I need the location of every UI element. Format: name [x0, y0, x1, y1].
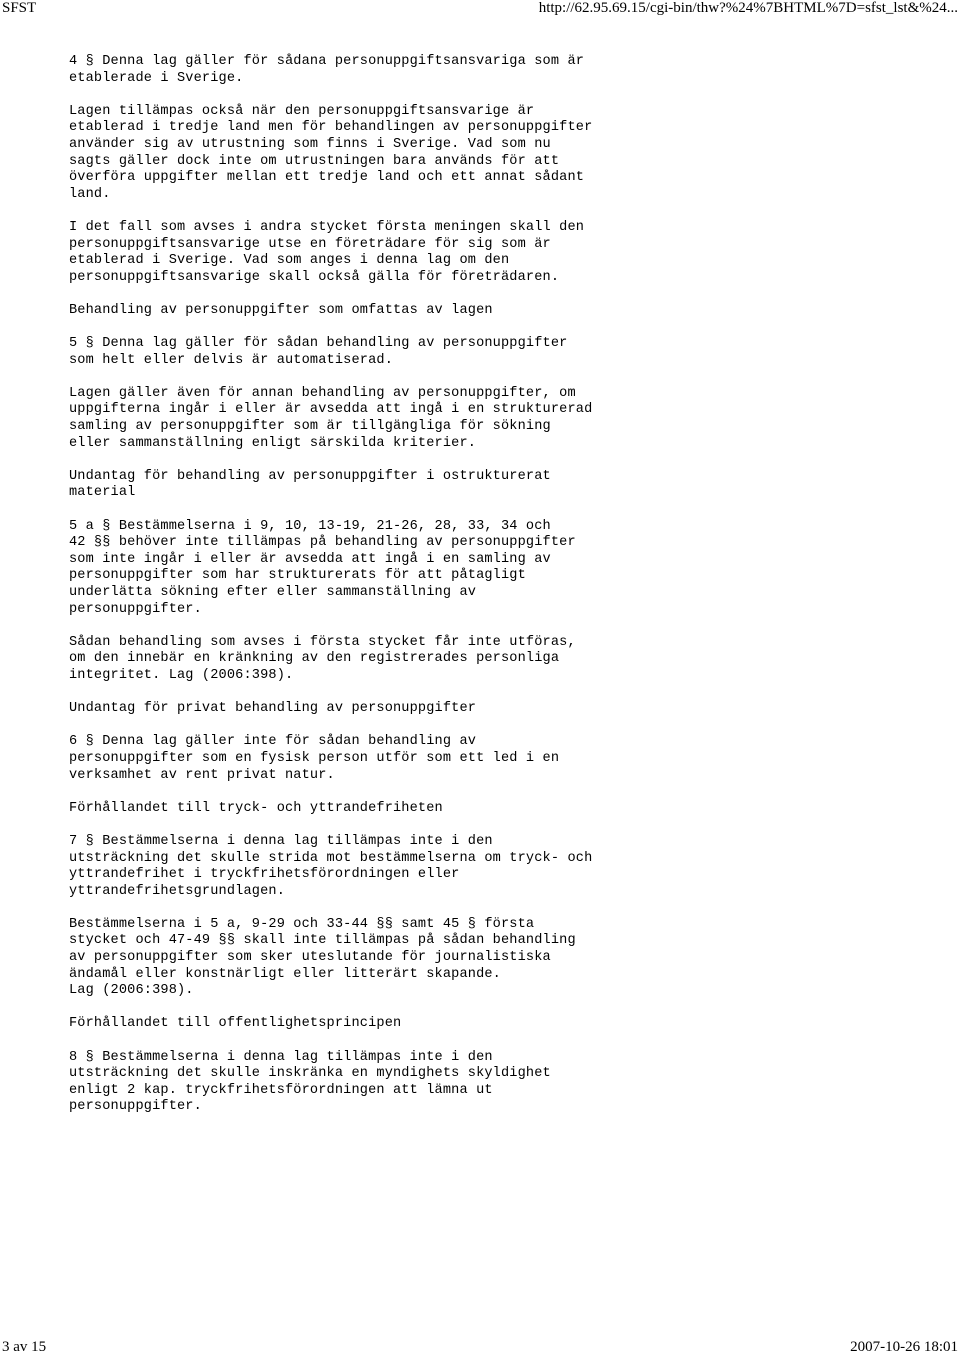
paragraph-journalism: Bestämmelserna i 5 a, 9-29 och 33-44 §§ samt 45 § första stycket och 47-49 §§ skall inte tillämpas på sådan behandling av personuppgifter som sker uteslutande för journalistiska ändamål eller konstnärligt eller litterärt skapande. Lag (2006:398).: [69, 916, 576, 999]
print-header: [0, 0, 960, 16]
heading-unstructured: Undantag för behandling av personuppgifter i ostrukturerat material: [69, 468, 551, 501]
site-title: SFST: [2, 0, 37, 16]
paragraph-other-processing: Lagen gäller även för annan behandling av personuppgifter, om uppgifterna ingår i eller är avsedda att ingå i en strukturerad samling av personuppgifter som är tillgängliga för sökning eller sammanställning enligt särskilda kriterier.: [69, 385, 593, 451]
page-counter: 3 av 15: [2, 1339, 47, 1355]
document-body: [69, 54, 929, 1133]
paragraph-representative: I det fall som avses i andra stycket första meningen skall den personuppgiftsansvarige utse en företrädare för sig som är etablerad i Sverige. Vad som anges i denna lag om den personuppgiftsansvarige skall också gälla för företrädaren.: [69, 219, 585, 285]
heading-scope: Behandling av personuppgifter som omfattas av lagen: [69, 302, 493, 318]
heading-press-freedom: Förhållandet till tryck- och yttrandefriheten: [69, 800, 443, 816]
paragraph-6-section: 6 § Denna lag gäller inte för sådan behandling av personuppgifter som en fysisk person utför som ett led i en verksamhet av rent privat natur.: [69, 734, 560, 783]
page-url: http://62.95.69.15/cgi-bin/thw?%24%7BHTML%7D=sfst_lst&%24...: [538, 0, 958, 16]
paragraph-8-section: 8 § Bestämmelserna i denna lag tillämpas inte i den utsträckning det skulle inskränka en myndighets skyldighet enligt 2 kap. tryckfrihetsförordningen att lämna ut personuppgifter.: [69, 1049, 551, 1115]
print-datetime: 2007-10-26 18:01: [850, 1339, 958, 1355]
paragraph-integrity: Sådan behandling som avses i första stycket får inte utföras, om den innebär en kränkning av den registrerades personliga integritet. Lag (2006:398).: [69, 634, 576, 683]
paragraph-4-section: 4 § Denna lag gäller för sådana personuppgiftsansvariga som är etablerade i Sverige.: [69, 54, 585, 86]
paragraph-third-country: Lagen tillämpas också när den personuppgiftsansvarige är etablerad i tredje land men för behandlingen av personuppgifter använder sig av utrustning som finns i Sverige. Vad som nu sagts gäller dock inte om utrustningen bara används för att överföra uppgifter mellan ett tredje land och ett annat sådant land.: [69, 103, 593, 202]
heading-private: Undantag för privat behandling av personuppgifter: [69, 701, 477, 717]
paragraph-5-section: 5 § Denna lag gäller för sådan behandling av personuppgifter som helt eller delvis är automatiserad.: [69, 336, 568, 368]
heading-public-access: Förhållandet till offentlighetsprincipen: [69, 1016, 402, 1032]
paragraph-5a-section: 5 a § Bestämmelserna i 9, 10, 13-19, 21-26, 28, 33, 34 och 42 §§ behöver inte tillämpas på behandling av personuppgifter som inte ingår i eller är avsedda att ingå i en samling av personuppgifter som har strukturerats för att påtagligt underlätta sökning efter eller sammanställning av personuppgifter.: [69, 518, 576, 617]
print-footer: [0, 1339, 960, 1355]
paragraph-7-section: 7 § Bestämmelserna i denna lag tillämpas inte i den utsträckning det skulle strida mot bestämmelserna om tryck- och yttrandefrihet i tryckfrihetsförordningen eller yttrandefrihetsgrundlagen.: [69, 833, 593, 899]
